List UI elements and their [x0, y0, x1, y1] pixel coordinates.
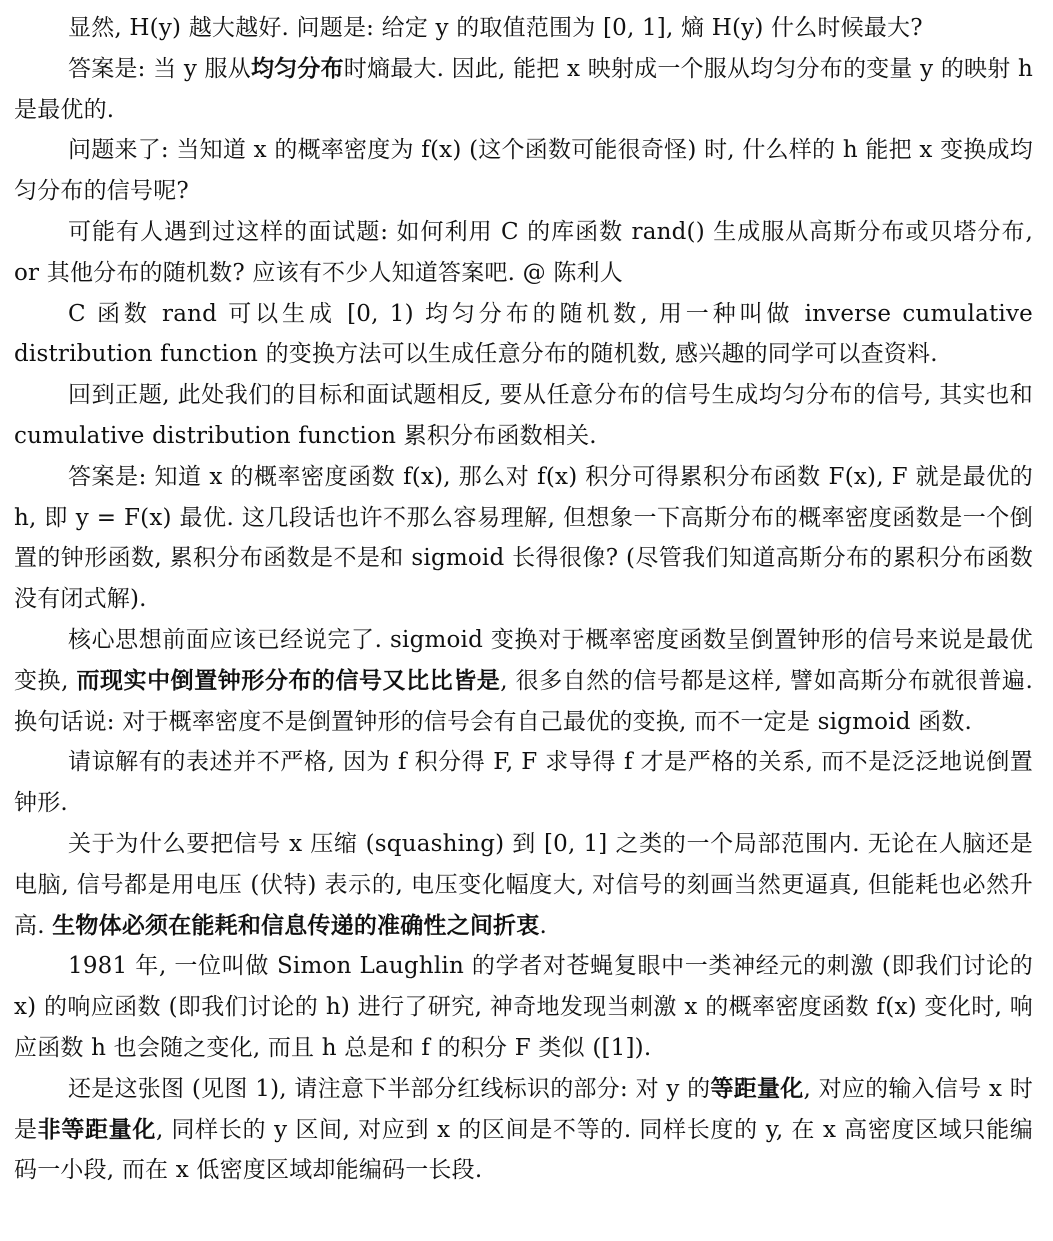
- text-segment: 答案是: 知道 x 的概率密度函数 f(x), 那么对 f(x) 积分可得累积分布函数 F(x), F 就是最优的 h, 即 y = F(x) 最优. 这几段话也许不那么容易理解, 但想象一下高斯分布的概率密度函数是一个倒置的钟形函数, 累积分布函数是不是和 sigmoid 长得很像? (尽管我们知道高斯分布的累积分布函数没有闭式解).: [14, 463, 1033, 613]
- text-segment: 还是这张图 (见图 1), 请注意下半部分红线标识的部分: 对 y 的: [68, 1075, 711, 1102]
- text-segment: 核心思想前面应该已经说完了. sigmoid 变换对于概率密度函数呈倒置钟形的信号来说是最优变换,: [14, 626, 1033, 694]
- text-segment: , 很多自然的信号都是这样, 譬如高斯分布就很普遍. 换句话说: 对于概率密度不是倒置钟形的信号会有自己最优的变换, 而不一定是 sigmoid 函数.: [14, 667, 1033, 735]
- paragraph-11: [14, 946, 1033, 1068]
- paragraph-7: [14, 457, 1033, 620]
- bold-term-uniform-distribution: 均匀分布: [250, 55, 344, 82]
- paragraph-10: [14, 824, 1033, 946]
- paragraph-9: [14, 742, 1033, 824]
- paragraph-6: [14, 375, 1033, 457]
- paragraph-3: [14, 130, 1033, 212]
- paragraph-2: [14, 49, 1033, 131]
- text-segment: 问题来了: 当知道 x 的概率密度为 f(x) (这个函数可能很奇怪) 时, 什么样的 h 能把 x 变换成均匀分布的信号呢?: [14, 137, 1033, 205]
- text-segment: .: [539, 912, 547, 939]
- paragraph-12: [14, 1069, 1033, 1191]
- text-segment: 1981 年, 一位叫做 Simon Laughlin 的学者对苍蝇复眼中一类神经元的刺激 (即我们讨论的 x) 的响应函数 (即我们讨论的 h) 进行了研究, 神奇地发现当刺激 x 的概率密度函数 f(x) 变化时, 响应函数 h 也会随之变化, 而且 h 总是和 f 的积分 F 类似 ([1]).: [14, 953, 1033, 1061]
- text-segment: , 对应的输入信号 x 时是: [14, 1075, 1033, 1143]
- paragraph-1: [14, 8, 1033, 49]
- bold-term-equidistant-quantization: 等距量化: [710, 1075, 804, 1102]
- paragraph-4: [14, 212, 1033, 294]
- text-segment: 请谅解有的表述并不严格, 因为 f 积分得 F, F 求导得 f 才是严格的关系, 而不是泛泛地说倒置钟形.: [14, 749, 1033, 817]
- paragraph-8: [14, 620, 1033, 742]
- bold-sentence-energy-tradeoff: 生物体必须在能耗和信息传递的准确性之间折衷: [52, 912, 540, 939]
- text-segment: 可能有人遇到过这样的面试题: 如何利用 C 的库函数 rand() 生成服从高斯分布或贝塔分布, or 其他分布的随机数? 应该有不少人知道答案吧. @ 陈利人: [14, 218, 1033, 286]
- text-segment: 时熵最大. 因此, 能把 x 映射成一个服从均匀分布的变量 y 的映射 h 是最优的.: [14, 55, 1033, 123]
- paragraph-5: [14, 294, 1033, 376]
- text-segment: 显然, H(y) 越大越好. 问题是: 给定 y 的取值范围为 [0, 1], 熵 H(y) 什么时候最大?: [68, 15, 923, 41]
- text-segment: 关于为什么要把信号 x 压缩 (squashing) 到 [0, 1] 之类的一个局部范围内. 无论在人脑还是电脑, 信号都是用电压 (伏特) 表示的, 电压变化幅度大, 对信号的刻画当然更逼真, 但能耗也必然升高.: [14, 830, 1033, 939]
- text-segment: 回到正题, 此处我们的目标和面试题相反, 要从任意分布的信号生成均匀分布的信号, 其实也和 cumulative distribution function 累积分布函数相关.: [14, 382, 1033, 449]
- bold-sentence-bell-shaped-signals: 而现实中倒置钟形分布的信号又比比皆是: [76, 667, 501, 694]
- text-segment: 答案是: 当 y 服从: [68, 55, 251, 82]
- text-segment: , 同样长的 y 区间, 对应到 x 的区间是不等的. 同样长度的 y, 在 x 高密度区域只能编码一小段, 而在 x 低密度区域却能编码一长段.: [14, 1116, 1034, 1184]
- text-segment: C 函数 rand 可以生成 [0, 1) 均匀分布的随机数, 用一种叫做 inverse cumulative distribution function 的变换方法可以生成任意分布的随机数, 感兴趣的同学可以查资料.: [14, 300, 1033, 368]
- bold-term-nonequidistant-quantization: 非等距量化: [37, 1116, 157, 1143]
